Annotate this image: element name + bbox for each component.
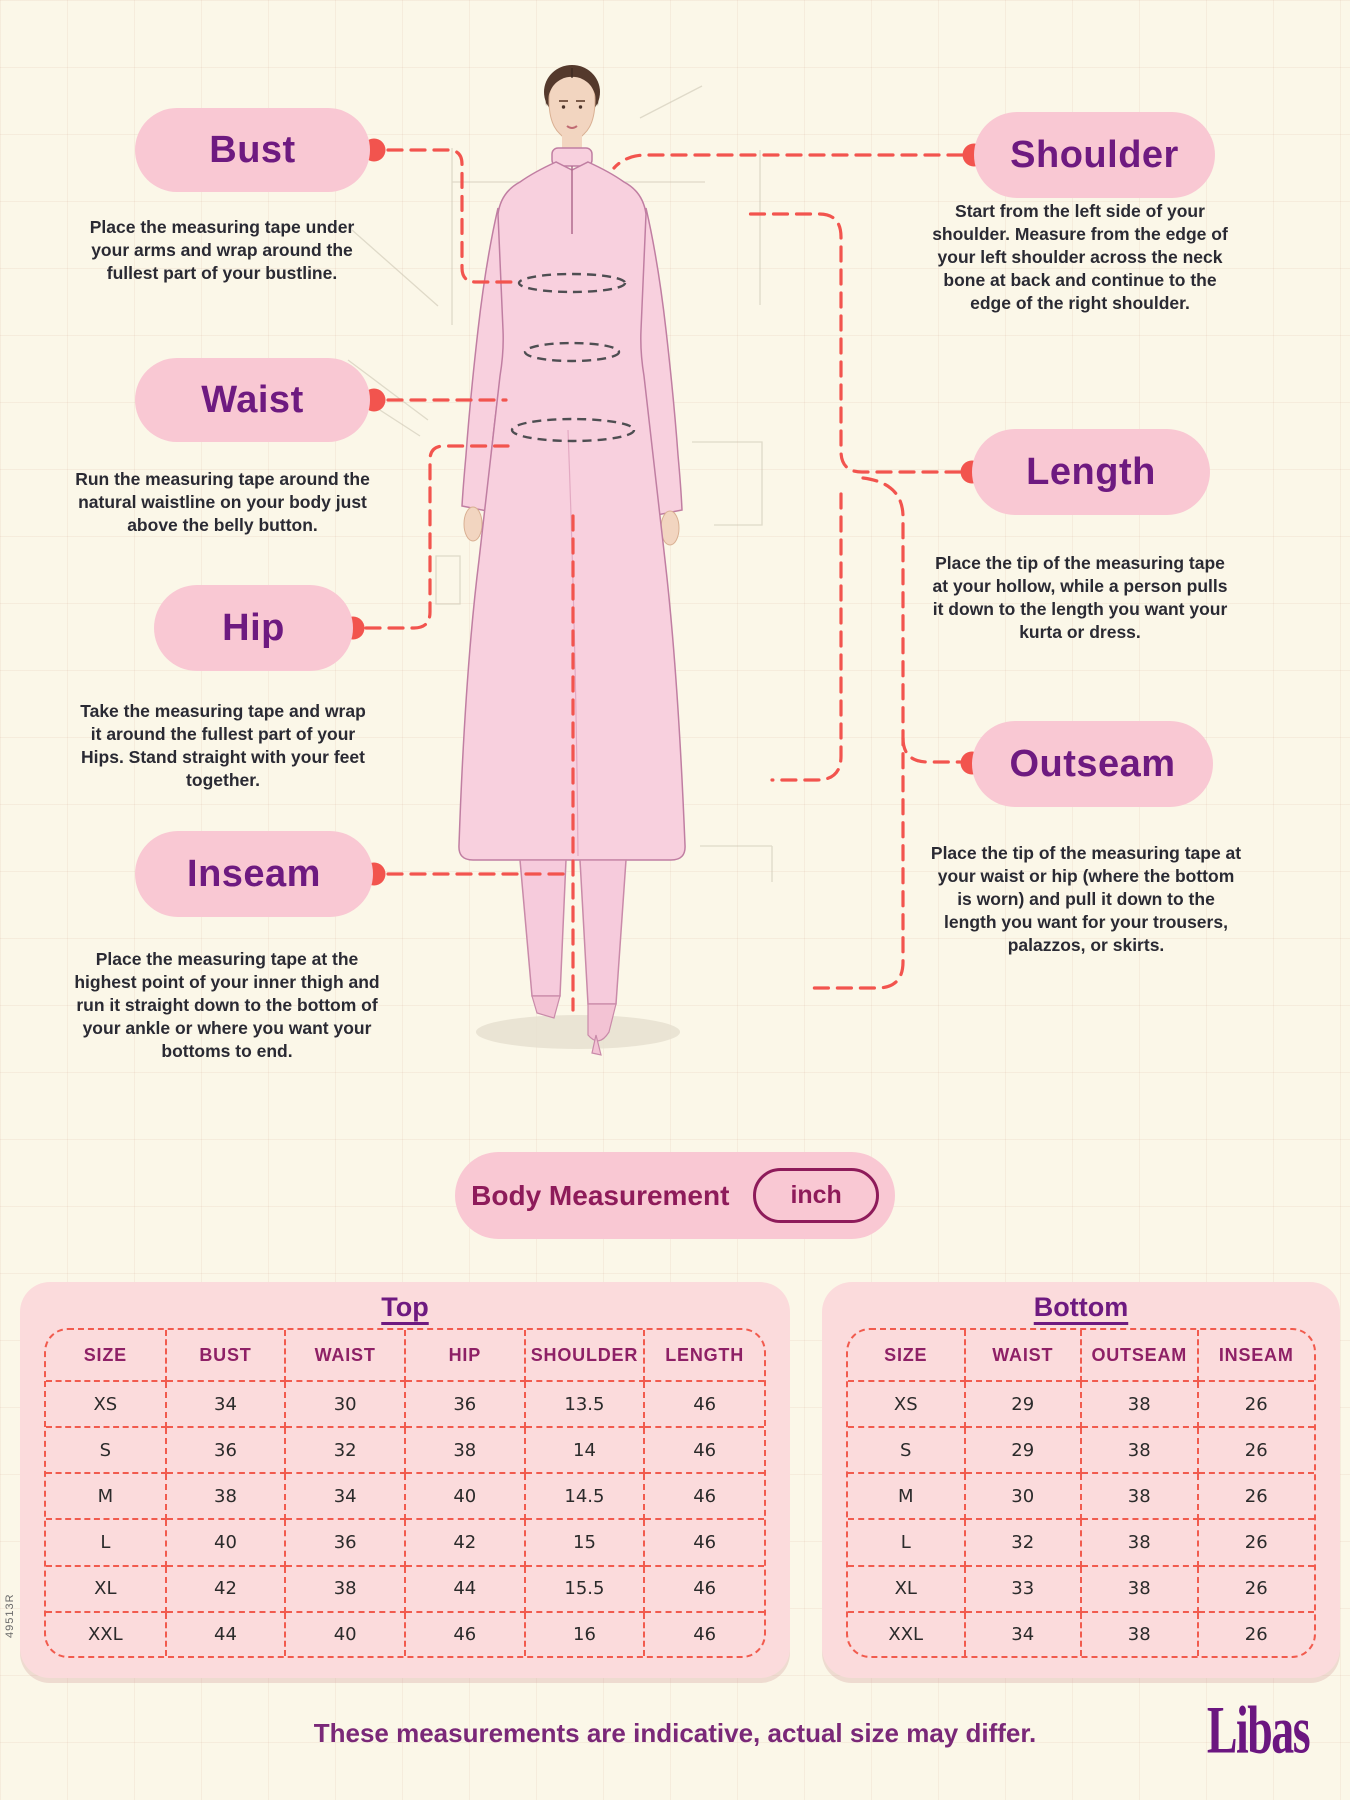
table-row bbox=[46, 1612, 764, 1656]
value-cell: 34 bbox=[285, 1473, 405, 1519]
value-cell: 46 bbox=[693, 1623, 717, 1645]
table-row bbox=[848, 1381, 1314, 1427]
value-cell: 14.5 bbox=[525, 1473, 645, 1519]
size-cell: L bbox=[46, 1519, 166, 1565]
value-cell: 42 bbox=[166, 1566, 286, 1612]
table-row bbox=[848, 1519, 1314, 1565]
outseam-connector-v bbox=[806, 478, 903, 988]
size-cell: XL bbox=[848, 1566, 965, 1612]
value-cell: 34 bbox=[166, 1381, 286, 1427]
value-cell: 38 bbox=[1081, 1566, 1198, 1612]
value-cell: 26 bbox=[1198, 1381, 1315, 1427]
top-size-table-card bbox=[20, 1282, 790, 1678]
size-cell: XXL bbox=[848, 1612, 965, 1656]
outseam-description: Place the tip of the measuring tape at your waist or hip (where the bottom is worn) and pull it down to the length you want for your trousers, palazzos, or skirts. bbox=[930, 843, 1242, 956]
value-cell: 40 bbox=[166, 1519, 286, 1565]
table-row bbox=[46, 1519, 764, 1565]
value-cell: 29 bbox=[965, 1381, 1082, 1427]
waist-label-pill bbox=[135, 358, 370, 442]
value-cell: 46 bbox=[644, 1427, 764, 1473]
outseam-title: Outseam bbox=[1009, 742, 1176, 785]
value-cell: 34 bbox=[965, 1612, 1082, 1656]
value-cell: 46 bbox=[644, 1473, 764, 1519]
ground-shadow bbox=[476, 1015, 680, 1049]
libas-logo: Libas bbox=[1206, 1693, 1310, 1768]
value-cell: 44 bbox=[405, 1566, 525, 1612]
value-cell: 46 bbox=[644, 1566, 764, 1612]
header-row bbox=[46, 1330, 764, 1381]
column-header: SIZE bbox=[46, 1330, 166, 1381]
size-cell: XL bbox=[46, 1566, 166, 1612]
size-cell: XS bbox=[46, 1381, 166, 1427]
inseam-description: Place the measuring tape at the highest point of your inner thigh and run it straight down to the bottom of your ankle or where you want your bottoms to end. bbox=[74, 949, 380, 1062]
value-cell: 46 bbox=[644, 1381, 764, 1427]
unit-toggle-inch[interactable]: inch bbox=[753, 1168, 878, 1223]
value-cell: 38 bbox=[1081, 1427, 1198, 1473]
table-row bbox=[46, 1427, 764, 1473]
length-connector-up bbox=[748, 214, 960, 472]
table-row bbox=[46, 1381, 764, 1427]
value-cell: 36 bbox=[405, 1381, 525, 1427]
value-cell: 16 bbox=[525, 1612, 645, 1656]
value-cell: 32 bbox=[965, 1519, 1082, 1565]
outseam-label-pill bbox=[972, 721, 1213, 807]
table-row bbox=[46, 1473, 764, 1519]
outseam-connector-dot bbox=[903, 738, 960, 762]
size-cell: XXL bbox=[46, 1612, 166, 1656]
value-cell: 14 bbox=[525, 1427, 645, 1473]
value-cell: 42 bbox=[405, 1519, 525, 1565]
waist-description: Run the measuring tape around the natural waistline on your body just above the belly button. bbox=[75, 469, 370, 536]
inseam-label-pill bbox=[135, 831, 373, 917]
size-cell: XS bbox=[848, 1381, 965, 1427]
waist-title: Waist bbox=[201, 378, 304, 421]
bottom-size-table-card bbox=[822, 1282, 1340, 1678]
value-cell: 29 bbox=[965, 1427, 1082, 1473]
hip-title: Hip bbox=[222, 606, 285, 649]
table-row bbox=[848, 1566, 1314, 1612]
value-cell: 38 bbox=[1081, 1519, 1198, 1565]
value-cell: 26 bbox=[1198, 1473, 1315, 1519]
shoulder-connector bbox=[614, 155, 962, 168]
hip-description: Take the measuring tape and wrap it around the fullest part of your Hips. Stand straight with your feet together. bbox=[80, 701, 366, 791]
column-header: HIP bbox=[405, 1330, 525, 1381]
value-cell: 40 bbox=[405, 1473, 525, 1519]
value-cell: 30 bbox=[965, 1473, 1082, 1519]
inseam-title: Inseam bbox=[187, 852, 321, 895]
value-cell: 40 bbox=[285, 1612, 405, 1656]
value-cell: 38 bbox=[285, 1566, 405, 1612]
value-cell: 36 bbox=[166, 1427, 286, 1473]
length-title: Length bbox=[1026, 450, 1156, 493]
value-cell: 46 bbox=[644, 1519, 764, 1565]
hip-label-pill bbox=[154, 585, 353, 671]
bust-title: Bust bbox=[209, 128, 296, 171]
body-measurement-bar bbox=[455, 1152, 895, 1239]
disclaimer-note: These measurements are indicative, actual size may differ. bbox=[313, 1718, 1037, 1748]
column-header: BUST bbox=[166, 1330, 286, 1381]
length-description: Place the tip of the measuring tape at your hollow, while a person pulls it down to the length you want your kurta or dress. bbox=[932, 553, 1228, 643]
table-row bbox=[848, 1612, 1314, 1656]
value-cell: 38 bbox=[1081, 1612, 1198, 1656]
value-cell: 38 bbox=[1081, 1473, 1198, 1519]
value-cell: 46 bbox=[405, 1612, 525, 1656]
value-cell: 13.5 bbox=[525, 1381, 645, 1427]
length-connector-down bbox=[772, 494, 841, 780]
shoulder-label-pill bbox=[974, 112, 1215, 198]
top-size-table bbox=[44, 1328, 766, 1658]
value-cell: 26 bbox=[1198, 1519, 1315, 1565]
bottom-table-title: Bottom bbox=[1033, 1292, 1129, 1322]
value-cell: 32 bbox=[285, 1427, 405, 1473]
column-header: LENGTH bbox=[644, 1330, 764, 1381]
table-row bbox=[46, 1566, 764, 1612]
table-row bbox=[848, 1473, 1314, 1519]
shoulder-title: Shoulder bbox=[1010, 133, 1179, 176]
value-cell: 33 bbox=[965, 1566, 1082, 1612]
size-cell: S bbox=[848, 1427, 965, 1473]
column-header: INSEAM bbox=[1198, 1330, 1315, 1381]
bottom-size-table bbox=[846, 1328, 1316, 1658]
value-cell: 36 bbox=[285, 1519, 405, 1565]
length-label-pill bbox=[972, 429, 1210, 515]
value-cell: 15.5 bbox=[525, 1566, 645, 1612]
header-row bbox=[848, 1330, 1314, 1381]
shoulder-description: Start from the left side of your shoulder. Measure from the edge of your left shoulder across the neck bone at back and continue to the edge of the right shoulder. bbox=[932, 201, 1228, 314]
value-cell: 30 bbox=[285, 1381, 405, 1427]
value-cell: 38 bbox=[166, 1473, 286, 1519]
size-cell: M bbox=[848, 1473, 965, 1519]
bust-description: Place the measuring tape under your arms and wrap around the fullest part of your bustline. bbox=[89, 217, 355, 284]
size-cell: L bbox=[848, 1519, 965, 1565]
value-cell: 26 bbox=[1198, 1566, 1315, 1612]
value-cell: 44 bbox=[166, 1612, 286, 1656]
value-cell: 38 bbox=[1081, 1381, 1198, 1427]
top-table-title: Top bbox=[381, 1292, 429, 1322]
size-cell: M bbox=[46, 1473, 166, 1519]
column-header: SHOULDER bbox=[525, 1330, 645, 1381]
column-header: OUTSEAM bbox=[1081, 1330, 1198, 1381]
value-cell: 38 bbox=[405, 1427, 525, 1473]
size-cell: S bbox=[46, 1427, 166, 1473]
table-row bbox=[848, 1427, 1314, 1473]
value-cell: 26 bbox=[1244, 1623, 1268, 1645]
bust-label-pill bbox=[135, 108, 370, 192]
side-code: 49513R bbox=[4, 1593, 16, 1638]
column-header: WAIST bbox=[285, 1330, 405, 1381]
column-header: WAIST bbox=[965, 1330, 1082, 1381]
column-header: SIZE bbox=[848, 1330, 965, 1381]
body-measurement-label: Body Measurement bbox=[471, 1179, 730, 1211]
value-cell: 15 bbox=[525, 1519, 645, 1565]
value-cell: 26 bbox=[1198, 1427, 1315, 1473]
